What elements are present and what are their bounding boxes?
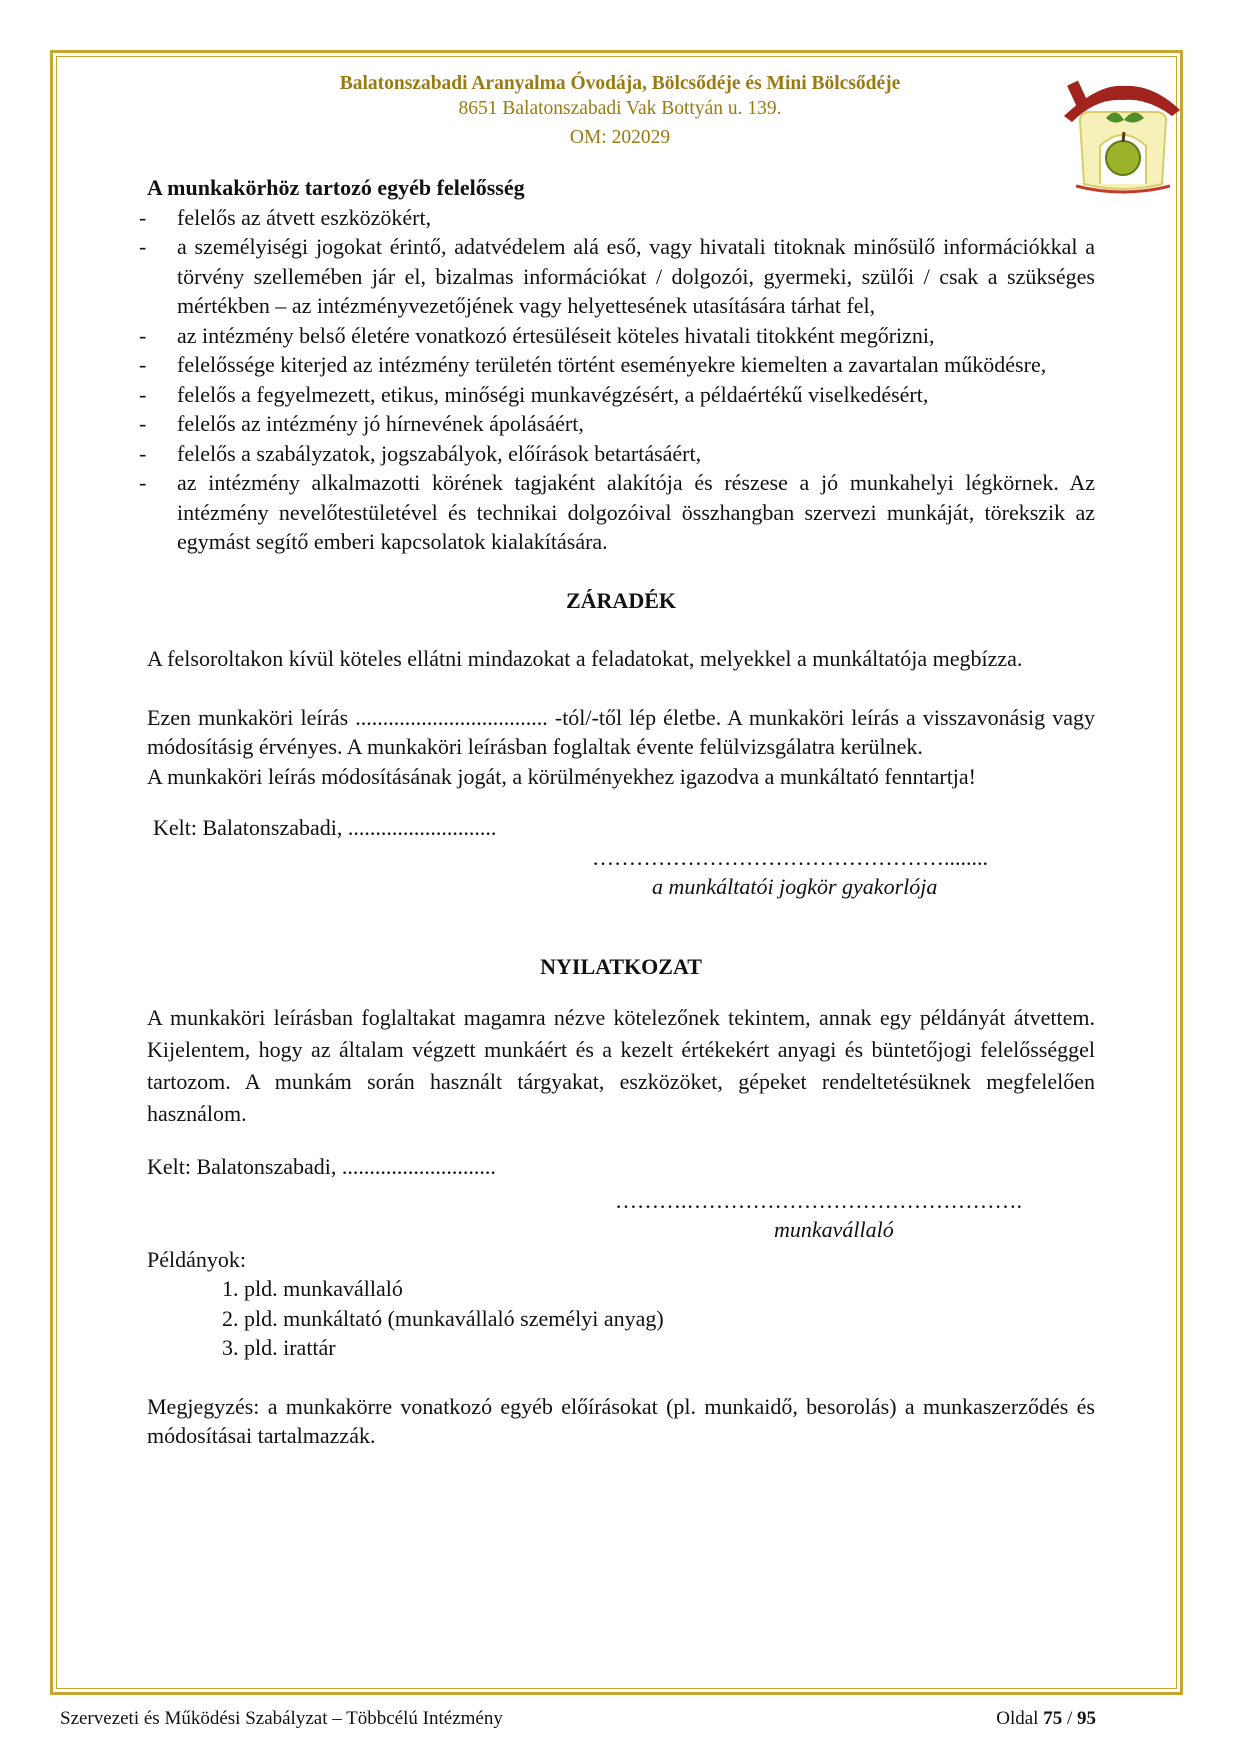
list-item: 3. pld. irattár	[222, 1335, 336, 1360]
letterhead	[270, 71, 970, 150]
nyilatkozat-heading: NYILATKOZAT	[540, 953, 702, 979]
list-item: - felelőssége kiterjed az intézmény területén történt eseményekre kiemelten a zavartalan működésre,	[147, 350, 1095, 380]
nyilatkozat-kelt: Kelt: Balatonszabadi, ............................	[147, 1154, 496, 1179]
institution-name: Balatonszabadi Aranyalma Óvodája, Bölcsődéje és Mini Bölcsődéje	[339, 73, 901, 94]
signature-label-employer: a munkáltatói jogkör gyakorlója	[652, 874, 938, 899]
copies-list	[147, 1274, 1095, 1363]
page-label: Oldal	[996, 1708, 1039, 1729]
zaradek-paragraph-1: A felsoroltakon kívül köteles ellátni mindazokat a feladatokat, melyekkel a munkáltatója megbízza.	[147, 646, 1023, 671]
list-item: - felelős a szabályzatok, jogszabályok, előírások betartásáért,	[147, 439, 1095, 469]
page-total: 95	[1077, 1708, 1096, 1729]
responsibility-list	[147, 203, 1095, 557]
document-body	[147, 173, 1095, 1451]
signature-label-employee: munkavállaló	[774, 1217, 894, 1242]
zaradek-heading: ZÁRADÉK	[565, 587, 676, 613]
page-separator: /	[1066, 1708, 1073, 1729]
institution-address: 8651 Balatonszabadi Vak Bottyán u. 139.	[458, 98, 782, 119]
institution-om: OM: 202029	[569, 127, 671, 148]
responsibility-title: A munkakörhöz tartozó egyéb felelősség	[147, 175, 525, 200]
zaradek-kelt: Kelt: Balatonszabadi, ...........................	[153, 815, 497, 840]
signature-line-employer: …………………………………………........	[592, 844, 988, 870]
note-paragraph: Megjegyzés: a munkakörre vonatkozó egyéb előírásokat (pl. munkaidő, besorolás) a munkaszerződés és módosításai tartalmazzák.	[147, 1393, 1095, 1448]
copies-title: Példányok:	[147, 1246, 246, 1272]
list-item: - felelős az átvett eszközökért,	[147, 203, 1095, 233]
list-item: 2. pld. munkáltató (munkavállaló személyi anyag)	[222, 1305, 664, 1331]
list-item: - az intézmény alkalmazotti körének tagjaként alakítója és részese a jó munkahelyi légkörnek. Az intézmény nevelőtestületével és technikai dolgozóival összhangban szervezi munkáját, törekszik az egymást segítő emberi kapcsolatok kialakítására.	[147, 468, 1095, 557]
signature-line-employee: ……….……………………………………….	[615, 1187, 1022, 1213]
list-item: - felelős az intézmény jó hírnevének ápolásáért,	[147, 409, 1095, 439]
footer-title: Szervezeti és Működési Szabályzat – Többcélú Intézmény	[60, 1708, 503, 1729]
zaradek-paragraph-3: A munkaköri leírás módosításának jogát, a körülményekhez igazodva a munkáltató fenntartja!	[147, 763, 977, 789]
list-item: - felelős a fegyelmezett, etikus, minőségi munkavégzésért, a példaértékű viselkedésért,	[147, 380, 1095, 410]
list-item: - a személyiségi jogokat érintő, adatvédelem alá eső, vagy hivatali titoknak minősülő információkkal a törvény szellemében jár el, bizalmas információkat / dolgozói, gyermeki, szülői / csak a szükséges mértékben – az intézményvezetőjének vagy helyettesének utasítására tárhat fel,	[147, 232, 1095, 321]
nyilatkozat-paragraph: A munkaköri leírásban foglaltakat magamra nézve kötelezőnek tekintem, annak egy példányát átvettem. Kijelentem, hogy az általam végzett munkáért és a kezelt értékekért anyagi és büntetőjogi felelősséggel tartozom. A munkám során használt tárgyakat, eszközöket, gépeket rendeltetésüknek megfelelően használom.	[147, 1005, 1095, 1126]
page-current: 75	[1043, 1708, 1063, 1729]
list-item: - az intézmény belső életére vonatkozó értesüléseit köteles hivatali titokként megőrizni,	[147, 321, 1095, 351]
page-number	[996, 1708, 1096, 1730]
zaradek-paragraph-2: Ezen munkaköri leírás ................................... -tól/-től lép életbe. A munkaköri leírás a visszavonásig vagy módosításig érvényes. A munkaköri leírásban foglaltak évente felülvizsgálatra kerülnek.	[147, 704, 1095, 759]
list-item: 1. pld. munkavállaló	[222, 1276, 403, 1301]
